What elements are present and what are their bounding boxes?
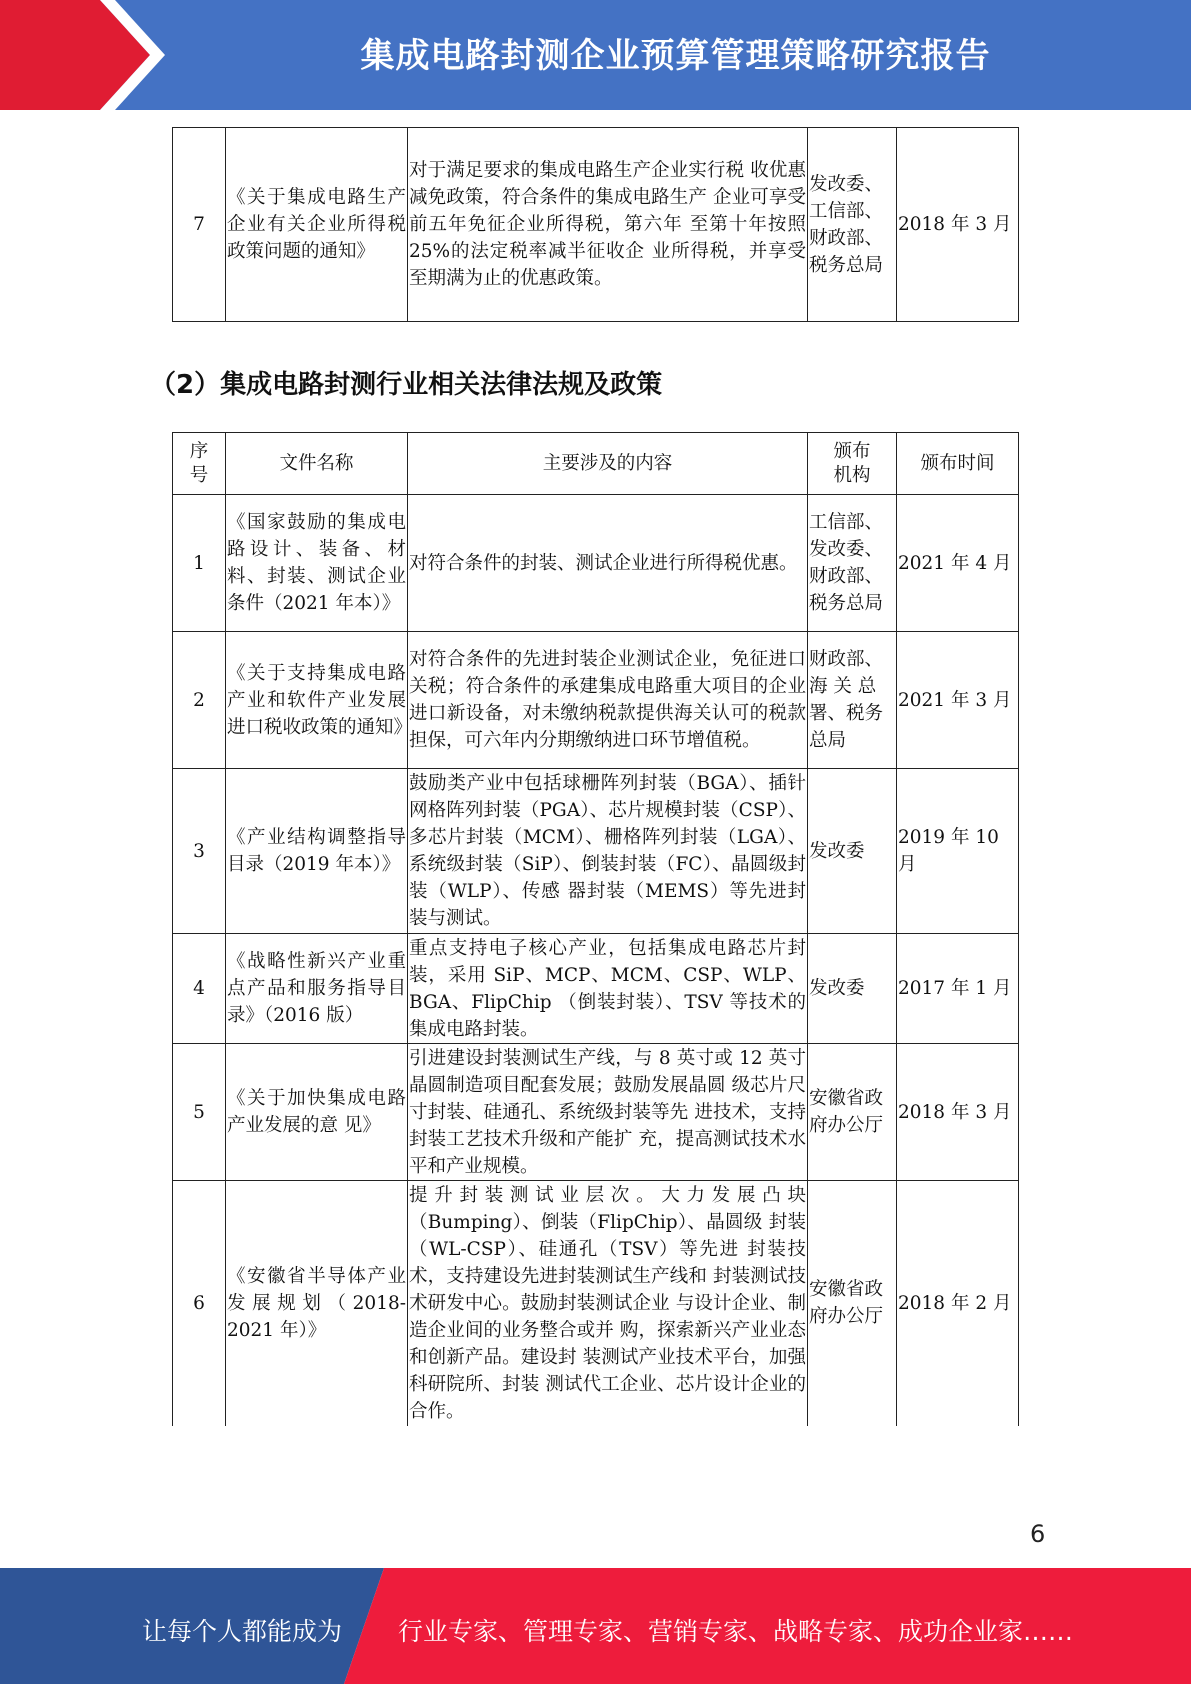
row-number: 1 xyxy=(173,495,226,632)
row-number: 5 xyxy=(173,1044,226,1181)
issue-date: 2018 年 3 月 xyxy=(897,128,1019,322)
issuing-agency: 财政部、海 关 总署、税务总局 xyxy=(808,632,897,769)
document-content: 对于满足要求的集成电路生产企业实行税 收优惠减免政策，符合条件的集成电路生产 企业可享受前五年免征企业所得税，第六年 至第十年按照 25%的法定税率减半征收企 业所得税，并享受至期满为止的优惠政策。 xyxy=(408,128,808,322)
document-content: 鼓励类产业中包括球栅阵列封装（BGA）、插针网格阵列封装（PGA）、芯片规模封装（CSP）、多芯片封装（MCM）、栅格阵列封装（LGA）、系统级封装（SiP）、倒装封装（FC）、晶圆级封装（WLP）、传感 器封装（MEMS）等先进封装与测试。 xyxy=(408,769,808,934)
document-name: 《关于集成电路生产企业有关企业所得税政策问题的通知》 xyxy=(226,128,408,322)
issuing-agency: 发改委 xyxy=(808,934,897,1044)
issuing-agency: 工信部、发改委、财政部、税务总局 xyxy=(808,495,897,632)
table-row xyxy=(173,934,1019,1044)
row-number: 4 xyxy=(173,934,226,1044)
table-row xyxy=(173,1181,1019,1426)
document-content: 引进建设封装测试生产线，与 8 英寸或 12 英寸晶圆制造项目配套发展；鼓励发展晶圆 级芯片尺寸封装、硅通孔、系统级封装等先 进技术，支持封装工艺技术升级和产能扩 充，提高测试技术水平和产业规模。 xyxy=(408,1044,808,1181)
page-number: 6 xyxy=(1030,1520,1046,1548)
table-row xyxy=(173,632,1019,769)
section-title: （2）集成电路封测行业相关法律法规及政策 xyxy=(150,370,663,400)
policy-table-continued xyxy=(172,127,1019,322)
header-num: 序号 xyxy=(173,433,226,495)
row-number: 6 xyxy=(173,1181,226,1426)
header-date: 颁布时间 xyxy=(897,433,1019,495)
issuing-agency: 安徽省政府办公厅 xyxy=(808,1181,897,1426)
policy-table xyxy=(172,432,1019,1426)
header-content: 主要涉及的内容 xyxy=(408,433,808,495)
table-row xyxy=(173,128,1019,322)
footer-slogan-left: 让每个人都能成为 xyxy=(142,1617,343,1646)
issue-date: 2017 年 1 月 xyxy=(897,934,1019,1044)
issue-date: 2019 年 10 月 xyxy=(897,769,1019,934)
row-number: 2 xyxy=(173,632,226,769)
header-agency: 颁布机构 xyxy=(808,433,897,495)
issue-date: 2018 年 2 月 xyxy=(897,1181,1019,1426)
document-name: 《安徽省半导体产业发展规划（2018-2021 年）》 xyxy=(226,1181,408,1426)
page-header xyxy=(0,0,1191,110)
document-content: 对符合条件的先进封装企业测试企业，免征进口关税；符合条件的承建集成电路重大项目的企业进口新设备，对未缴纳税款提供海关认可的税款担保，可六年内分期缴纳进口环节增值税。 xyxy=(408,632,808,769)
issue-date: 2021 年 3 月 xyxy=(897,632,1019,769)
document-name: 《关于支持集成电路产业和软件产业发展进口税收政策的通知》 xyxy=(226,632,408,769)
document-name: 《国家鼓励的集成电路设计、装备、材料、封装、测试企业条件（2021 年本）》 xyxy=(226,495,408,632)
header-name: 文件名称 xyxy=(226,433,408,495)
issuing-agency: 发改委 xyxy=(808,769,897,934)
document-content: 提升封装测试业层次。大力发展凸块（Bumping）、倒装（FlipChip）、晶圆级 封装（WL-CSP）、硅通孔（TSV）等先进 封装技术，支持建设先进封装测试生产线和 封装测试技术研发中心。鼓励封装测试企业 与设计企业、制造企业间的业务整合或并 购，探索新兴产业业态和创新产品。建设封 装测试产业技术平台，加强科研院所、封装 测试代工企业、芯片设计企业的合作。 xyxy=(408,1181,808,1426)
document-name: 《产业结构调整指导目录（2019 年本）》 xyxy=(226,769,408,934)
table-header-row xyxy=(173,433,1019,495)
document-name: 《战略性新兴产业重点产品和服务指导目录》（2016 版） xyxy=(226,934,408,1044)
issuing-agency: 安徽省政府办公厅 xyxy=(808,1044,897,1181)
issue-date: 2018 年 3 月 xyxy=(897,1044,1019,1181)
document-content: 重点支持电子核心产业，包括集成电路芯片封装，采用 SiP、MCP、MCM、CSP、WLP、BGA、FlipChip （倒装封装）、TSV 等技术的集成电路封装。 xyxy=(408,934,808,1044)
issue-date: 2021 年 4 月 xyxy=(897,495,1019,632)
document-content: 对符合条件的封装、测试企业进行所得税优惠。 xyxy=(408,495,808,632)
header-title: 集成电路封测企业预算管理策略研究报告 xyxy=(360,36,991,76)
table-row xyxy=(173,1044,1019,1181)
table-row xyxy=(173,495,1019,632)
row-number: 7 xyxy=(173,128,226,322)
footer-slogan-right: 行业专家、管理专家、营销专家、战略专家、成功企业家…… xyxy=(398,1617,1074,1646)
issuing-agency: 发改委、工信部、财政部、税务总局 xyxy=(808,128,897,322)
page-footer xyxy=(0,1568,1191,1684)
row-number: 3 xyxy=(173,769,226,934)
table-row xyxy=(173,769,1019,934)
document-name: 《关于加快集成电路产业发展的意 见》 xyxy=(226,1044,408,1181)
